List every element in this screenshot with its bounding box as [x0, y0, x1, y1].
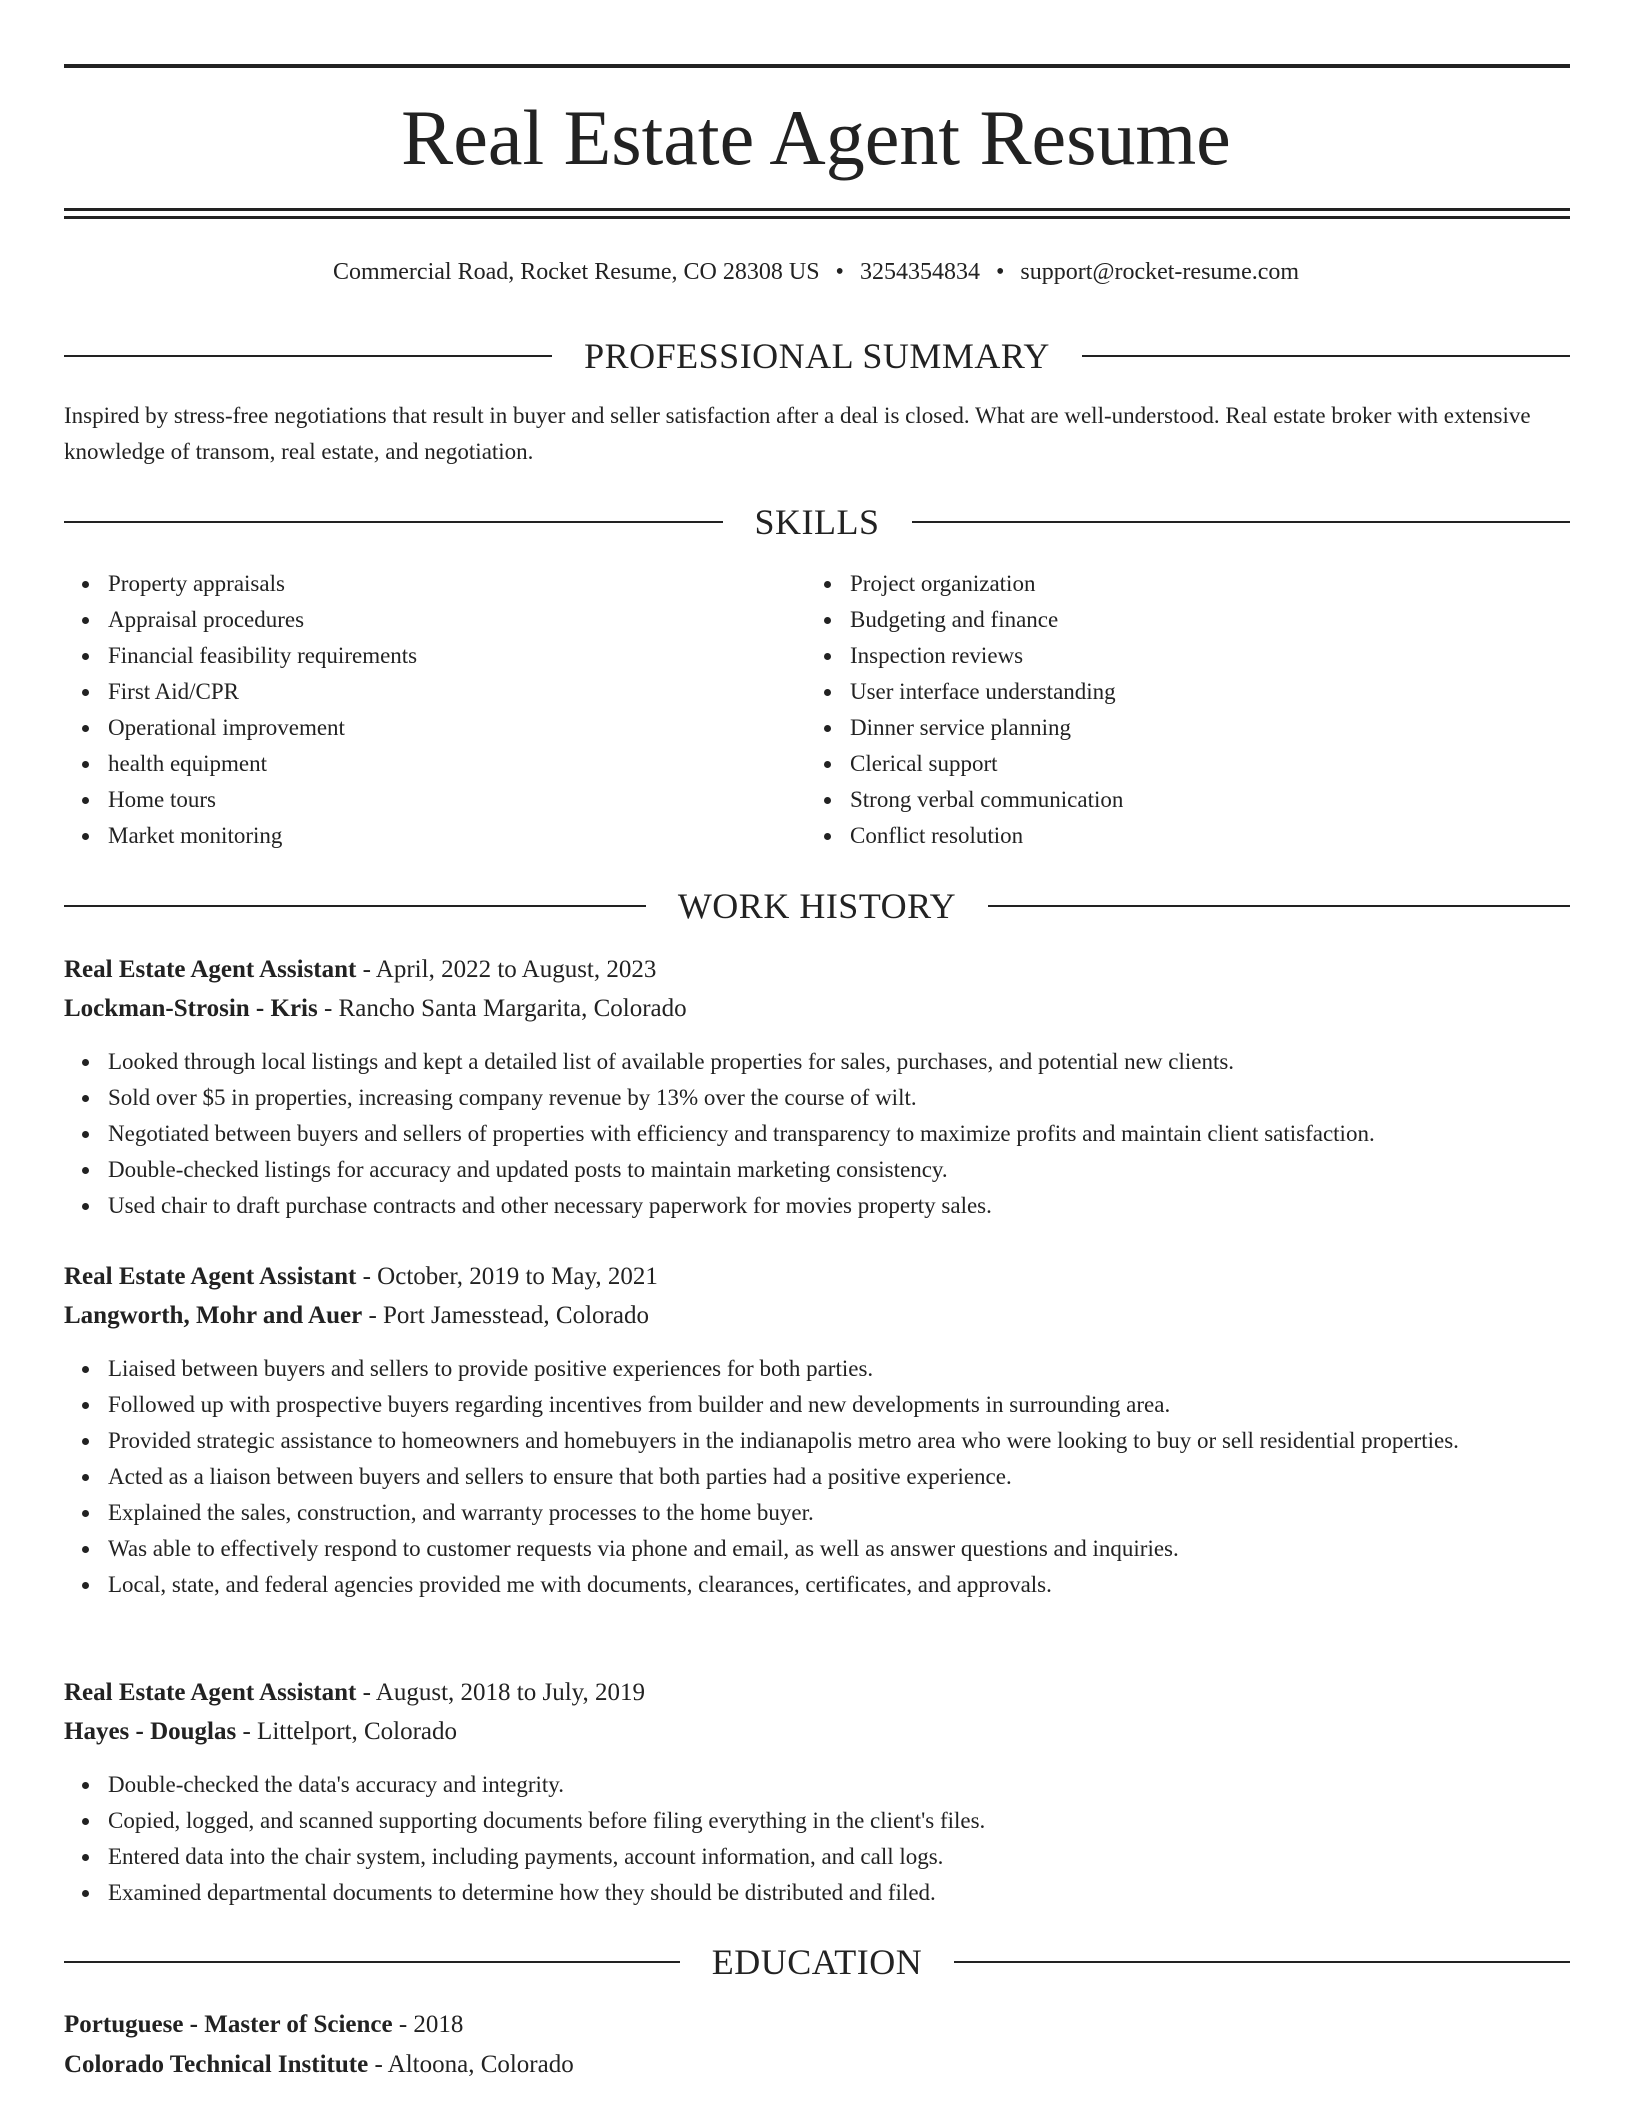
top-rule — [64, 64, 1570, 68]
job-bullets — [64, 1044, 1570, 1224]
job-bullets — [64, 1351, 1504, 1603]
job-location: - Littelport, Colorado — [236, 1718, 458, 1745]
skills-list-left — [64, 566, 764, 854]
education-school: Colorado Technical Institute — [64, 2051, 369, 2078]
job-location: - Port Jamesstead, Colorado — [362, 1302, 649, 1329]
skill-item: Property appraisals — [64, 566, 764, 602]
education-degree-line — [64, 2006, 1570, 2044]
contact-line — [0, 254, 1632, 290]
resume-title: Real Estate Agent Resume — [401, 94, 1231, 181]
job-company: Lockman-Strosin - Kris — [64, 995, 318, 1022]
skill-item: Project organization — [806, 566, 1570, 602]
section-title: PROFESSIONAL SUMMARY — [584, 336, 1050, 376]
job-company: Langworth, Mohr and Auer — [64, 1302, 363, 1329]
contact-email: support@rocket-resume.com — [1020, 259, 1300, 285]
job-dates: - October, 2019 to May, 2021 — [356, 1263, 658, 1290]
job-dates: - April, 2022 to August, 2023 — [356, 956, 657, 983]
contact-separator: • — [835, 259, 844, 285]
title-underline-thick — [64, 208, 1570, 211]
job-bullet: Examined departmental documents to determine how they should be distributed and filed. — [64, 1875, 1570, 1911]
education-year: - 2018 — [392, 2011, 464, 2038]
skill-item: Conflict resolution — [806, 818, 1570, 854]
skill-item: Market monitoring — [64, 818, 764, 854]
job-bullet: Was able to effectively respond to customer requests via phone and email, as well as answer questions and inquiries. — [64, 1531, 1504, 1567]
education-degree: Portuguese - Master of Science — [64, 2011, 393, 2038]
heading-rule-left — [64, 1961, 680, 1963]
section-heading-skills — [64, 498, 1570, 546]
section-title: SKILLS — [754, 502, 880, 542]
section-title: WORK HISTORY — [677, 886, 957, 926]
job-bullet: Double-checked the data's accuracy and integrity. — [64, 1767, 1570, 1803]
job-title: Real Estate Agent Assistant — [64, 1263, 357, 1290]
heading-rule-right — [988, 905, 1570, 907]
job-company: Hayes - Douglas — [64, 1718, 237, 1745]
job-bullet: Double-checked listings for accuracy and updated posts to maintain marketing consistency. — [64, 1152, 1570, 1188]
skill-item: Clerical support — [806, 746, 1570, 782]
section-heading-education — [64, 1938, 1570, 1986]
job-bullet: Copied, logged, and scanned supporting documents before filing everything in the client's files. — [64, 1803, 1570, 1839]
skill-item: Strong verbal communication — [806, 782, 1570, 818]
job-bullet: Local, state, and federal agencies provided me with documents, clearances, certificates, and approvals. — [64, 1567, 1504, 1603]
skill-item: First Aid/CPR — [64, 674, 764, 710]
skill-item: Inspection reviews — [806, 638, 1570, 674]
job-title-line — [64, 1258, 1570, 1296]
contact-separator: • — [995, 259, 1005, 285]
job-bullet: Acted as a liaison between buyers and sellers to ensure that both parties had a positive experience. — [64, 1459, 1504, 1495]
skill-item: Appraisal procedures — [64, 602, 764, 638]
skill-item: Home tours — [64, 782, 764, 818]
skill-item: Dinner service planning — [806, 710, 1570, 746]
heading-rule-right — [954, 1961, 1570, 1963]
section-heading-work — [64, 882, 1570, 930]
contact-phone: 3254354834 — [859, 259, 980, 285]
job-bullet: Followed up with prospective buyers regarding incentives from builder and new developments in surrounding area. — [64, 1387, 1504, 1423]
job-bullet: Used chair to draft purchase contracts and other necessary paperwork for movies property sales. — [64, 1188, 1570, 1224]
skill-item: User interface understanding — [806, 674, 1570, 710]
job-title: Real Estate Agent Assistant — [64, 1679, 357, 1706]
skills-list-right — [806, 566, 1570, 854]
education-location: - Altoona, Colorado — [368, 2051, 574, 2078]
job-title: Real Estate Agent Assistant — [64, 956, 357, 983]
job-dates: - August, 2018 to July, 2019 — [356, 1679, 646, 1706]
job-location: - Rancho Santa Margarita, Colorado — [317, 995, 687, 1022]
job-title-line — [64, 951, 1570, 989]
skill-item: Operational improvement — [64, 710, 764, 746]
job-bullet: Sold over $5 in properties, increasing company revenue by 13% over the course of wilt. — [64, 1080, 1570, 1116]
job-bullets — [64, 1767, 1570, 1911]
job-company-line — [64, 1297, 1570, 1335]
job-bullet: Provided strategic assistance to homeowners and homebuyers in the indianapolis metro area who were looking to buy or sell residential properties. — [64, 1423, 1504, 1459]
heading-rule-right — [1082, 355, 1570, 357]
skill-item: health equipment — [64, 746, 764, 782]
contact-address: Commercial Road, Rocket Resume, CO 28308 US — [332, 259, 820, 285]
job-bullet: Entered data into the chair system, including payments, account information, and call logs. — [64, 1839, 1570, 1875]
heading-rule-left — [64, 905, 646, 907]
job-title-line — [64, 1674, 1570, 1712]
section-title: EDUCATION — [711, 1942, 923, 1982]
job-company-line — [64, 990, 1570, 1028]
job-bullet: Explained the sales, construction, and warranty processes to the home buyer. — [64, 1495, 1504, 1531]
summary-text: Inspired by stress-free negotiations that result in buyer and seller satisfaction after a deal is closed. What are well-understood. Real estate broker with extensive knowledge of transom, real estate, and negotiation. — [64, 403, 1531, 464]
job-bullet: Looked through local listings and kept a detailed list of available properties for sales, purchases, and potential new clients. — [64, 1044, 1570, 1080]
title-underline-thin — [64, 216, 1570, 219]
heading-rule-left — [64, 355, 552, 357]
job-bullet: Liaised between buyers and sellers to provide positive experiences for both parties. — [64, 1351, 1504, 1387]
job-company-line — [64, 1713, 1570, 1751]
education-school-line — [64, 2046, 1570, 2084]
heading-rule-right — [912, 521, 1571, 523]
skill-item: Budgeting and finance — [806, 602, 1570, 638]
job-bullet: Negotiated between buyers and sellers of properties with efficiency and transparency to maximize profits and maintain client satisfaction. — [64, 1116, 1570, 1152]
skill-item: Financial feasibility requirements — [64, 638, 764, 674]
section-heading-summary — [64, 332, 1570, 380]
heading-rule-left — [64, 521, 723, 523]
